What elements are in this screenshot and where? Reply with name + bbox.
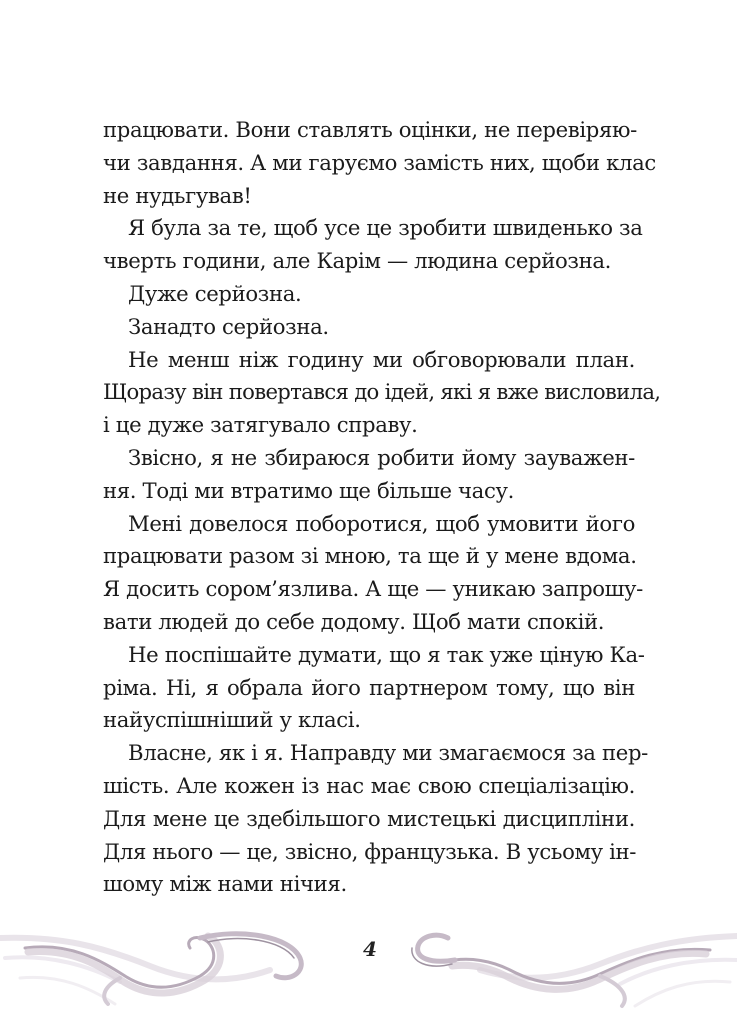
text-line: найуспішніший у класі. xyxy=(103,707,361,733)
text-line: Мені довелося поборотися, щоб умовити його xyxy=(128,510,635,536)
text-line: Власне, як і я. Направду ми змагаємося за пер- xyxy=(128,740,648,766)
text-line: Дуже серйозна. xyxy=(128,280,302,306)
text-line: ня. Тоді ми втратимо ще більше часу. xyxy=(103,477,514,503)
page-number: 4 xyxy=(363,937,377,961)
text-line: Занадто серйозна. xyxy=(128,313,329,339)
text-line: Не поспішайте думати, що я так уже ціную Ка- xyxy=(128,641,645,667)
text-line: працювати. Вони ставлять оцінки, не перевіряю- xyxy=(103,117,637,142)
text-line: Я досить сором’язлива. А ще — уникаю запрошу- xyxy=(103,576,643,602)
page-text-block xyxy=(103,114,661,901)
text-line: ріма. Ні, я обрала його партнером тому, що він xyxy=(103,674,635,700)
text-line: Щоразу він повертався до ідей, які я вже висловила, xyxy=(103,379,661,405)
text-line: чи завдання. А ми гаруємо замість них, щоби клас xyxy=(103,149,656,175)
text-line: і це дуже затягувало справу. xyxy=(103,412,418,438)
text-line: Я була за те, щоб усе це зробити швиденько за xyxy=(128,215,643,241)
text-line: шому між нами нічия. xyxy=(103,871,347,897)
text-line: Для нього — це, звісно, французька. В усьому ін- xyxy=(103,838,637,864)
text-line: Для мене це здебільшого мистецькі дисципліни. xyxy=(103,805,635,831)
text-line: чверть години, але Карім — людина серйозна. xyxy=(103,248,612,274)
text-line: шість. Але кожен із нас має свою спеціалізацію. xyxy=(103,772,635,798)
text-line: вати людей до себе додому. Щоб мати спокій. xyxy=(103,608,605,634)
text-line: не нудьгував! xyxy=(103,182,252,208)
text-line: Звісно, я не збираюся робити йому зауважен- xyxy=(128,444,635,470)
text-line: працювати разом зі мною, та ще й у мене вдома. xyxy=(103,543,637,569)
ribbon-swirl-ornament-icon xyxy=(0,918,737,1024)
text-line: Не менш ніж годину ми обговорювали план. xyxy=(128,346,635,372)
